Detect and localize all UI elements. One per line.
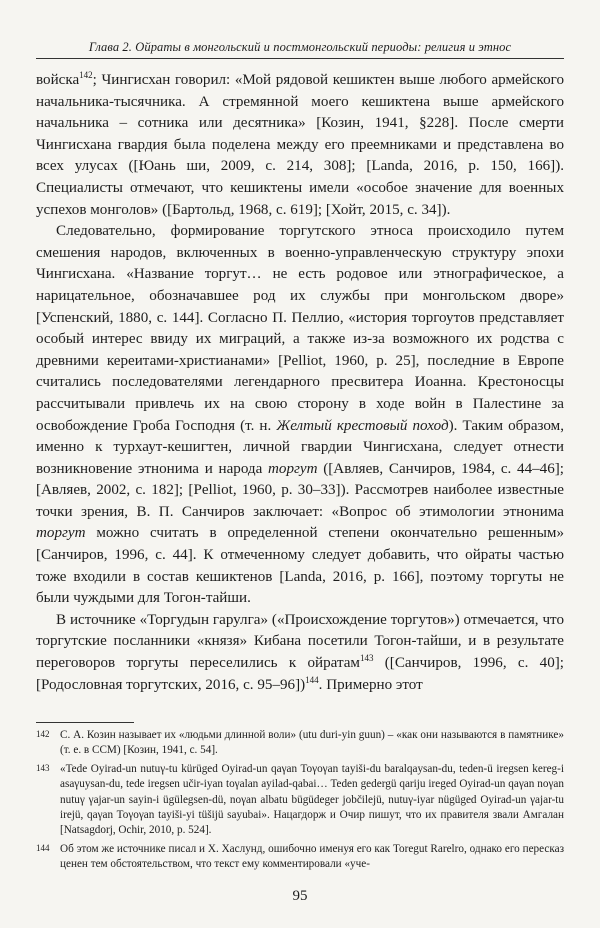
italic-term-yellow-crusade: Желтый крестовый поход — [276, 417, 449, 434]
footnote-ref-143[interactable]: 143 — [359, 653, 374, 663]
footnote-divider — [36, 722, 134, 723]
footnote-144 — [36, 842, 564, 873]
main-text — [36, 70, 564, 696]
footnote-text: «Tede Oyirad-un nutuγ-tu kürüged Oyirad-un qaγan Toγoγan tayiši-du baralqaysan-du, teden-ü iregsen kereg-i asaγuysan-du, tede iregsen učir-iyan toγalan ayilad-qabai… Teden gedergü qariju ireged Oyirad-un qaγan noγan nutuγ γajar-un sayin-i ügülegsen-dü, noγan albatu bügüdeger jobčilejü, nutuγ-iyar nügüged Oyirad-un γajar-tu irejü, qaγan Toγoγan tayiši-yi tüšijü sayubai». Нацагдорж и Очир пишут, что их правителя звали Амгалан [Natsagdorj, Ochir, 2010, p. 524]. — [60, 762, 564, 837]
paragraph-2-text-b: ). Таким образом, именно к турхаут-кешигтен, личной гвардии Чингисхана, следует отнести возникновение этнонима и народа — [36, 417, 564, 477]
paragraph-3-text-a: В источнике «Торгудын гарулга» («Происхождение торгутов») отмечается, что торгутские посланники «князя» Кибана посетили Тогон-тайши, и в результате переговоров торгуты переселились к ойратам — [36, 611, 564, 672]
paragraph-3 — [36, 610, 564, 696]
footnote-ref-142[interactable]: 142 — [79, 69, 93, 80]
italic-term-torgut-2: торгут — [36, 525, 86, 542]
footnote-number: 142 — [36, 729, 50, 739]
footnote-text: С. А. Козин называет их «людьми длинной воли» (utu duri-yin guun) – «как они называются в памятнике» (т. е. в ССМ) [Козин, 1941, с. 54]. — [60, 729, 564, 757]
footnote-143 — [36, 762, 564, 839]
paragraph-2 — [36, 221, 564, 610]
page-number: 95 — [292, 888, 308, 904]
paragraph-1 — [36, 70, 564, 221]
paragraph-2-text-a: Следовательно, формирование торгутского этноса происходило путем смешения народов, включенных в военно-управленческую структуру эпохи Чингисхана. «Название торгут… не есть родовое или этнографическое, а нарицательное, обозначавшее род их службы при монгольском дворе» [Успенский, 1880, с. 144]. Согласно П. Пеллио, «история торгоутов представляет особый интерес ввиду их миграций, а также из-за возможного их родства с древними кереитами-христианами» [Pelliot, 1960, p. 25], последние в Европе считались последователями легендарного пресвитера Иоанна. Крестоносцы рассчитывали привлечь их на свою сторону в ходе войн в Палестине за освобождение Гроба Господня (т. н. — [36, 223, 564, 434]
paragraph-1-text-a: войска — [36, 72, 80, 88]
paragraph-2-text-d: можно считать в определенной степени окончательно решенным» [Санчиров, 1996, с. 44]. К отмеченному следует добавить, что ойраты частью тоже входили в состав кешиктенов [Landa, 2016, p. 166], поэтому торгуты не были чуждыми для Тогон-тайши. — [36, 525, 564, 607]
paragraph-1-text-b: ; Чингисхан говорил: «Мой рядовой кешиктен выше любого армейского начальника-тысячника. А стремянной моего кешиктена выше армейского начальника – сотника или десятника» [Козин, 1941, §228]. После смерти Чингисхана гвардия была поделена между его преемниками и представлена во всех улусах ([Юань ши, 2009, с. 214, 308]; [Landa, 2016, p. 150, 166]). Специалисты отмечают, что кешиктены имели «особое значение для военных успехов монголов» ([Бартольд, 1968, с. 619]; [Хойт, 2015, с. 34]). — [36, 72, 564, 218]
running-header: Глава 2. Ойраты в монгольский и постмонгольский периоды: религия и этнос — [88, 40, 512, 54]
italic-term-torgut-1: торгут — [268, 460, 318, 477]
footnote-number: 144 — [36, 842, 50, 853]
header-divider — [36, 58, 564, 59]
paragraph-3-text-b: ([Санчиров, 1996, с. 40]; [Родословная торгутских, 2016, с. 95–96]) — [36, 655, 564, 693]
footnote-ref-144[interactable]: 144 — [305, 674, 319, 685]
paragraph-3-text-c: . Примерно этот — [318, 676, 423, 693]
footnotes — [36, 728, 564, 876]
footnote-text: Об этом же источнике писал и Х. Хаслунд, ошибочно именуя его как Toregut Rarelro, однако его пересказ ценен тем обстоятельством, что текст ему комментировали «уче- — [60, 842, 564, 871]
paragraph-2-text-c: ([Авляев, Санчиров, 1984, с. 44–46]; [Авляев, 2002, с. 182]; [Pelliot, 1960, p. 30–33]). Рассмотрев наиболее известные точки зрения, В. П. Санчиров заключает: «Вопрос об этимологии этнонима — [36, 460, 564, 520]
footnote-number: 143 — [36, 762, 50, 773]
footnote-142 — [36, 728, 564, 759]
